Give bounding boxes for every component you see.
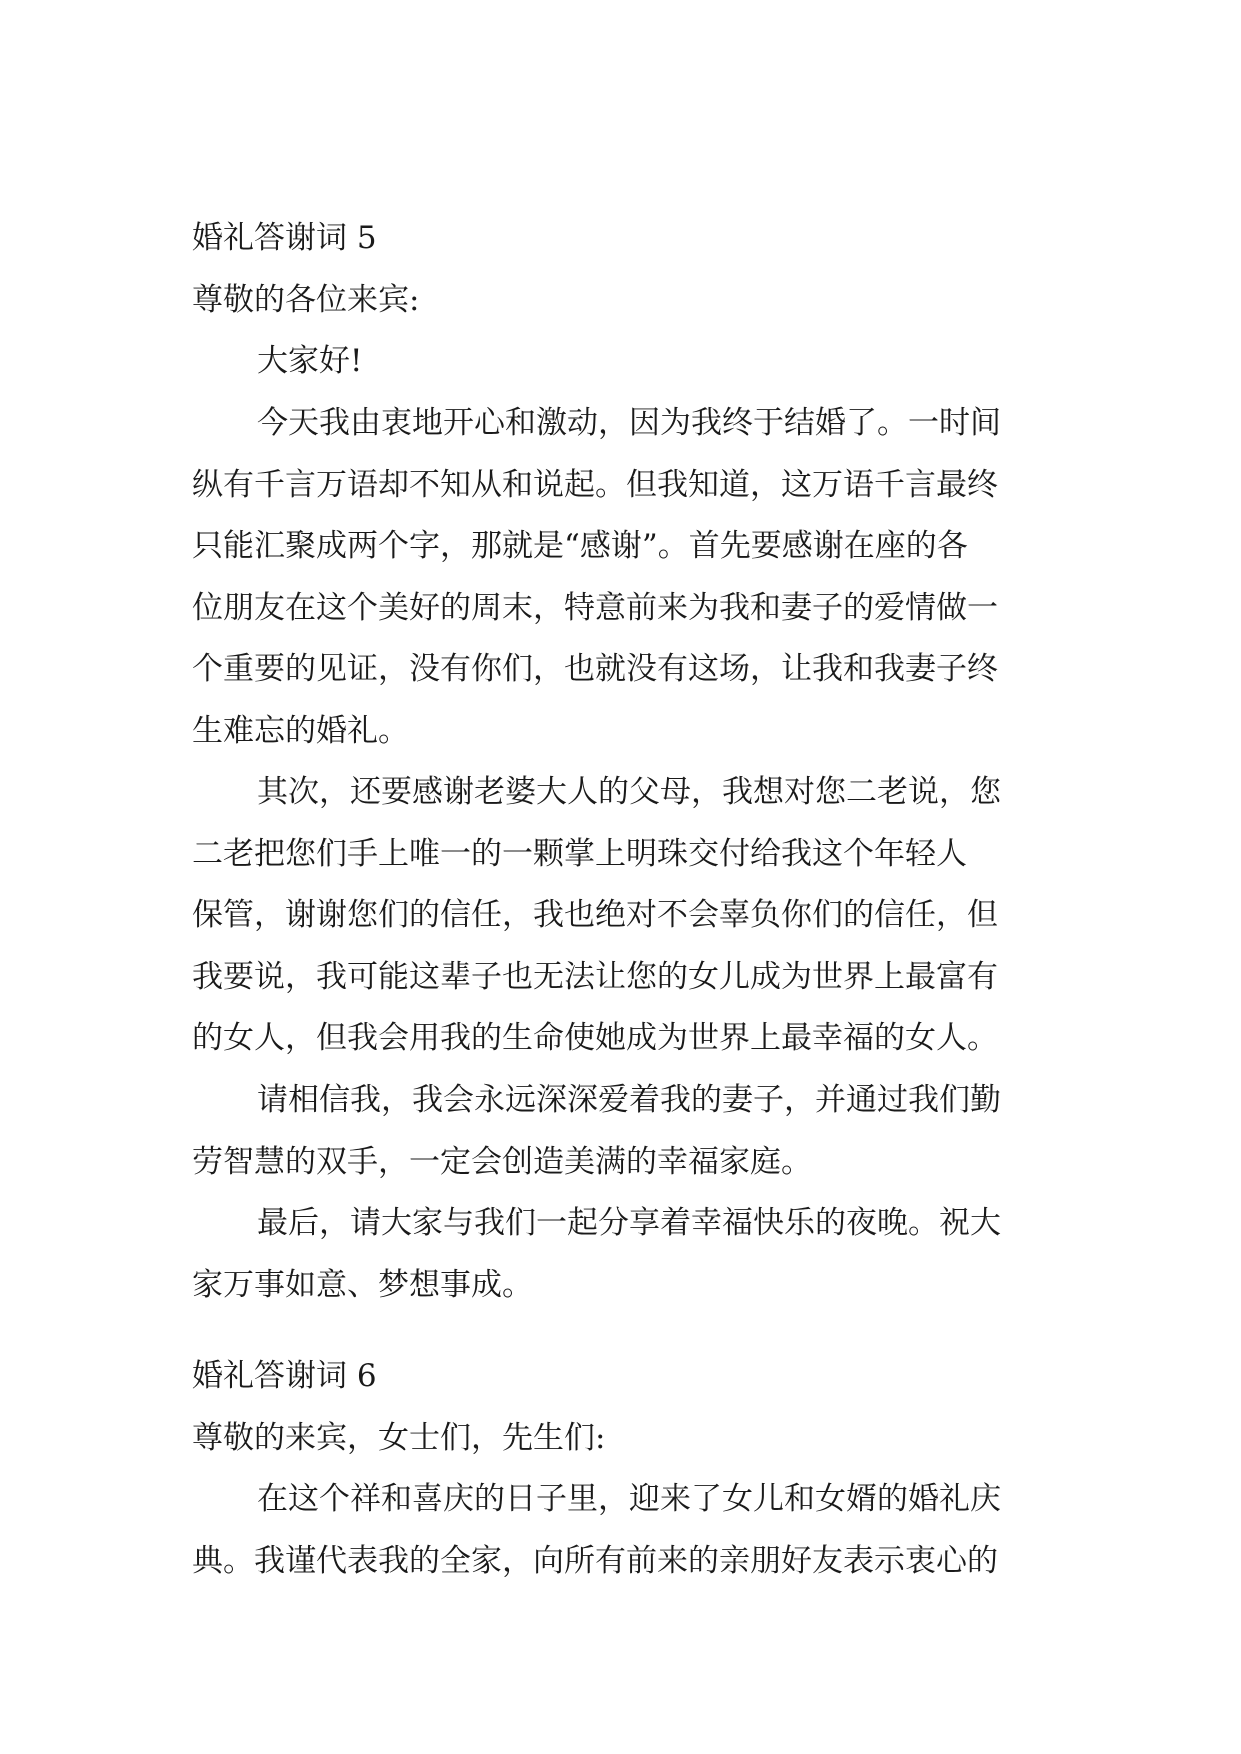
- paragraph-line: 劳智慧的双手，一定会创造美满的幸福家庭。: [192, 1143, 812, 1180]
- paragraph-line: 二老把您们手上唯一的一颗掌上明珠交付给我这个年轻人: [192, 835, 967, 872]
- section6-paragraph-1: [192, 1469, 1072, 1592]
- paragraph-line: 最后，请大家与我们一起分享着幸福快乐的夜晚。祝大: [257, 1205, 1001, 1241]
- section5-salutation: 尊敬的各位来宾:: [192, 282, 420, 318]
- paragraph-line: 的女人，但我会用我的生命使她成为世界上最幸福的女人。: [192, 1020, 998, 1056]
- section5-paragraph-4: [192, 1193, 1072, 1316]
- section6-title: 婚礼答谢词 6: [192, 1358, 377, 1394]
- section5-greeting: 大家好!: [257, 343, 363, 379]
- paragraph-line: 生难忘的婚礼。: [192, 712, 409, 749]
- section5-title: 婚礼答谢词 5: [192, 220, 377, 256]
- paragraph-line: 个重要的见证，没有你们，也就没有这场，让我和我妻子终: [192, 651, 998, 687]
- paragraph-line: 位朋友在这个美好的周末，特意前来为我和妻子的爱情做一: [192, 589, 998, 626]
- section6-salutation: 尊敬的来宾，女士们，先生们:: [192, 1420, 606, 1456]
- paragraph-line: 今天我由衷地开心和激动，因为我终于结婚了。一时间: [257, 405, 1001, 441]
- paragraph-line: 我要说，我可能这辈子也无法让您的女儿成为世界上最富有: [192, 958, 998, 995]
- paragraph-line: 在这个祥和喜庆的日子里，迎来了女儿和女婿的婚礼庆: [257, 1481, 1001, 1517]
- paragraph-line: 其次，还要感谢老婆大人的父母，我想对您二老说，您: [257, 774, 1001, 810]
- paragraph-line: 家万事如意、梦想事成。: [192, 1266, 533, 1303]
- paragraph-line: 典。我谨代表我的全家，向所有前来的亲朋好友表示衷心的: [192, 1542, 998, 1579]
- section5-paragraph-1: [192, 393, 1072, 762]
- section5-paragraph-2: [192, 762, 1072, 1070]
- paragraph-line: 保管，谢谢您们的信任，我也绝对不会辜负你们的信任，但: [192, 897, 998, 933]
- paragraph-line: 只能汇聚成两个字，那就是“感谢”。首先要感谢在座的各: [192, 528, 968, 564]
- paragraph-line: 纵有千言万语却不知从和说起。但我知道，这万语千言最终: [192, 466, 998, 503]
- section5-paragraph-3: [192, 1070, 1072, 1193]
- paragraph-line: 请相信我，我会永远深深爱着我的妻子，并通过我们勤: [257, 1082, 1001, 1118]
